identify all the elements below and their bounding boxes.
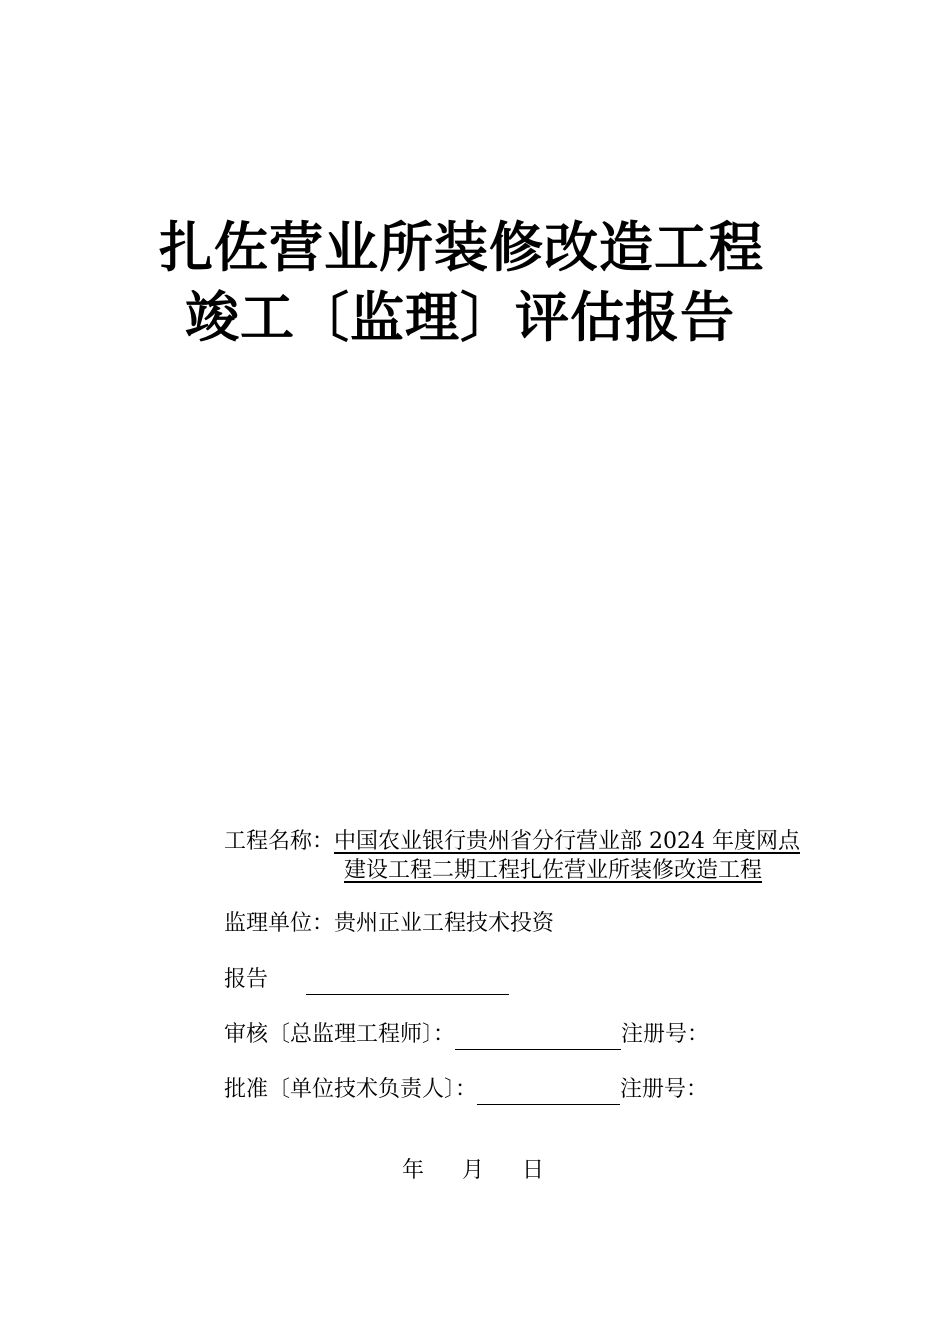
project-name-value-line-1: 中国农业银行贵州省分行营业部 2024 年度网点 bbox=[334, 829, 800, 854]
project-name-row-continued bbox=[344, 856, 762, 886]
approve-registration-label: 注册号： bbox=[620, 1077, 709, 1102]
project-name-row bbox=[224, 827, 800, 857]
review-signature-line bbox=[455, 1025, 621, 1050]
review-registration-label: 注册号： bbox=[621, 1022, 710, 1047]
date-day: 日 bbox=[522, 1158, 545, 1183]
approve-row bbox=[224, 1075, 708, 1105]
review-row bbox=[224, 1020, 709, 1050]
supervisor-unit-label: 监理单位： bbox=[224, 911, 335, 936]
supervisor-unit-value: 贵州正业工程技术投资 bbox=[334, 911, 555, 936]
date-row bbox=[402, 1156, 544, 1186]
review-label: 审核〔总监理工程师〕： bbox=[224, 1022, 456, 1047]
date-month: 月 bbox=[462, 1158, 485, 1183]
report-row bbox=[224, 965, 509, 995]
date-year: 年 bbox=[402, 1158, 425, 1183]
project-name-value-line-2: 建设工程二期工程扎佐营业所装修改造工程 bbox=[344, 858, 763, 883]
report-label: 报告 bbox=[224, 967, 269, 992]
report-blank-line bbox=[306, 970, 509, 995]
approve-label: 批准〔单位技术负责人〕： bbox=[224, 1077, 478, 1102]
project-name-label: 工程名称： bbox=[224, 829, 335, 854]
document-title-line-2: 竣工〔监理〕评估报告 bbox=[185, 286, 735, 349]
approve-signature-line bbox=[477, 1080, 620, 1105]
document-title-line-1: 扎佐营业所装修改造工程 bbox=[159, 216, 764, 279]
supervisor-unit-row bbox=[224, 909, 554, 939]
